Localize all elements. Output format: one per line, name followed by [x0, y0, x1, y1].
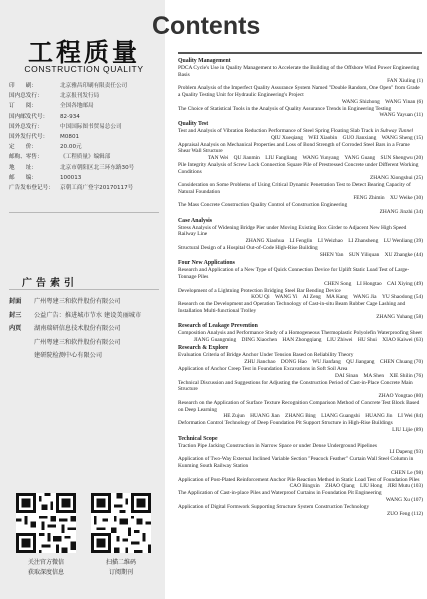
article-authors-page: WANG Shizhong WANG Yinan (6) — [341, 98, 423, 105]
toc-entry[interactable] — [178, 477, 423, 490]
toc-entry[interactable] — [178, 443, 423, 456]
ad-advertiser: 广州粤建三和软件股份有限公司 — [34, 298, 121, 305]
article-title[interactable]: Problem Analysis of the Imperfect Quality Assurance System Named "Double Random, One Open" from Grade a Quality Testing Unit for Hydraulic Engineering's Project — [178, 85, 420, 98]
ad-position — [9, 349, 34, 363]
toc-entry[interactable] — [178, 162, 423, 182]
toc-entry[interactable] — [178, 267, 423, 287]
toc-entry[interactable] — [178, 330, 423, 343]
article-title[interactable]: Stress Analysis of Widening Bridge Pier under Moving Existing Box Girder to Adjacent New High Speed Railway Line — [178, 224, 407, 238]
publication-value: 北京市朝阳区北三环东路30号 — [60, 164, 135, 171]
magazine-logo: 工程质量 — [27, 38, 140, 67]
publication-info — [9, 81, 163, 193]
toc-entry[interactable] — [178, 504, 423, 517]
article-title-italic: in Subway Tunnel — [374, 127, 414, 134]
article-authors-page: SHEN Yan SUN Yiliquan XU Zhangke (44) — [319, 251, 423, 258]
toc-entry[interactable] — [178, 245, 423, 258]
ad-advertiser: 建研院检测中心有限公司 — [34, 352, 103, 360]
section-heading: Quality Test — [178, 120, 209, 127]
publication-value: 中国国际图书贸易总公司 — [60, 123, 122, 130]
contents-title: Contents — [152, 12, 261, 40]
title-rule — [178, 52, 422, 54]
publication-label: 邮购、零售： — [9, 154, 43, 161]
section-heading: Research of Leakage Prevention — [178, 323, 258, 330]
section-heading: Research & Explore — [178, 345, 229, 352]
ad-entry — [9, 322, 163, 336]
table-of-contents — [178, 56, 423, 518]
publication-label: 印 刷： — [9, 83, 37, 89]
publication-label: 国外总发行： — [9, 123, 43, 130]
ad-position: 封三 — [9, 311, 22, 319]
publication-value: 《工程质量》编辑部 — [60, 154, 111, 161]
toc-entry[interactable] — [178, 380, 423, 400]
publication-label: 国内总发行： — [9, 93, 43, 100]
article-authors-page: CAO Bingxin ZHAO Qiang LIU Hong JIRI Mutu (103) — [289, 483, 423, 490]
wechat-qr-caption: 关注官方微信 获取深度信息 — [27, 559, 64, 576]
article-authors-page: CHEN Song LI Hongtao CAI Xiying (49) — [324, 280, 423, 287]
subscription-qr-code-icon — [91, 493, 151, 553]
toc-entry[interactable] — [178, 182, 423, 202]
article-authors-page: HE Zujun HUANG Jian ZHANG Bing LIANG Guangshi HUANG Jin LI Wei (84) — [223, 413, 423, 420]
publication-row — [9, 91, 163, 101]
article-authors-page: WANG Yayuan (11) — [379, 112, 423, 119]
wechat-qr-code-icon — [16, 493, 76, 553]
toc-entry[interactable] — [178, 85, 423, 105]
toc-entry[interactable] — [178, 225, 423, 245]
article-authors-page: ZHAO Yongtao (80) — [378, 393, 423, 399]
ad-entry — [9, 336, 163, 350]
publication-row — [9, 173, 163, 183]
article-authors-page: CHEN Le (98) — [390, 469, 423, 476]
article-authors-page: WANG Xu (107) — [385, 496, 423, 503]
article-title[interactable]: PDCA Cycle's Use in Quality Management to Accelerate the Building of the Offshore Wind Power Engineering Basis — [178, 65, 420, 78]
article-title[interactable]: Traction Pipe Jacking Construction in Narrow Space or under Dense Underground Pipelines — [178, 442, 377, 449]
article-authors-page: ZUO Feng (112) — [386, 510, 423, 517]
article-title[interactable]: Research and Application of a New Type of Quick Connection Device for Uplift Static Load Test of Large-Tonnage Piles — [178, 267, 410, 280]
publication-value: 82-934 — [60, 113, 80, 120]
publication-row — [9, 122, 163, 132]
article-title[interactable]: Structural Design of a Hospital Out-of-Code High-Rise Building — [178, 245, 318, 252]
publication-row — [9, 101, 163, 111]
article-title[interactable]: The Choice of Statistical Tools in the Analysis of Quality Assurance Trends in Engineering Testing — [178, 105, 392, 112]
toc-entry[interactable] — [178, 420, 423, 433]
article-authors-page: ZHANG Yuhang (58) — [376, 314, 423, 321]
publication-label: 地 址： — [9, 164, 37, 171]
section-heading: Quality Management — [178, 58, 231, 64]
publication-row — [9, 81, 163, 91]
article-title[interactable]: Deformation Control Technology of Deep Foundation Pit Support Structure in High-Rise Buildings — [178, 420, 393, 427]
toc-entry[interactable] — [178, 301, 423, 321]
publication-label: 国外发行代号： — [9, 134, 49, 141]
publication-value: 100013 — [60, 174, 82, 181]
article-title[interactable]: Research on the Application of Surface Texture Recognition Comparison Method of Concrete Test Block Based on Deep Learning — [178, 400, 420, 413]
article-authors-page: FAN Xiuling (1) — [387, 78, 423, 85]
toc-entry[interactable] — [178, 128, 423, 141]
publication-value: 20.00元 — [60, 144, 82, 151]
toc-entry[interactable] — [178, 65, 423, 85]
article-authors-page: TAN Wei QU Jianmin LIU Fangliang WANG Yunyang YANG Guang SUN Shengwu (20) — [207, 154, 423, 161]
section-heading: Case Analysis — [178, 217, 212, 224]
article-title[interactable]: Technical Discussion and Suggestions for Adjusting the Construction Period of Cast-in-Place Concrete Main Structure — [178, 379, 413, 393]
toc-entry[interactable] — [178, 400, 423, 420]
article-authors-page: ZHANG Xiongshui (25) — [369, 175, 423, 182]
publication-label: 邮 编： — [9, 174, 37, 181]
publication-row — [9, 142, 163, 152]
article-authors-page: DAI Sinan MA Shen XIE Shilin (76) — [334, 372, 423, 379]
section-heading: Technical Scope — [178, 435, 218, 442]
article-title[interactable]: Application of Two-Way External Inclined Variable Section "Peacock Feather" Curtain Wall Steel Column in Kunming South Railway Station — [178, 456, 414, 469]
article-title[interactable]: Consideration on Some Problems of Using Critical Dynamic Penetration Test to Detect Bearing Capacity of Natural Foundation — [178, 182, 411, 195]
toc-entry[interactable] — [178, 456, 423, 476]
publication-label: 广告发布登记号： — [9, 185, 54, 192]
magazine-logo-english: CONSTRUCTION QUALITY — [24, 64, 144, 74]
article-title[interactable]: Application of Anchor Creep Test in Foundation Excavations in Soft Soil Area — [178, 366, 348, 373]
article-title[interactable]: The Application of Cast-in-place Piles and Waterproof Curtains in Foundation Pit Engineering — [178, 490, 382, 497]
publication-value: 京朝工商广登字20170117号 — [60, 185, 134, 192]
ad-entry — [9, 309, 163, 323]
article-authors-page: QIU Xueqiang WEI Xiaobin GUO Jianxiang WANG Sheng (15) — [271, 134, 423, 141]
publication-value: 北京报刊发行局 — [60, 93, 100, 100]
article-authors-page: ZHU Jianchao DONG Hao WU Jianfang QU Jiangang CHEN Chuang (70) — [244, 359, 423, 366]
ads-index-title: 广告索引 — [22, 278, 78, 289]
publication-row — [9, 112, 163, 122]
divider — [9, 212, 159, 213]
toc-entry[interactable] — [178, 106, 423, 119]
ads-index — [9, 295, 163, 363]
article-title[interactable]: Evaluation Criteria of Bridge Anchor Under Tension Based on Reliability Theory — [178, 352, 354, 359]
left-panel — [0, 0, 165, 599]
article-authors-page: FENG Zhimin XU Weike (30) — [353, 195, 423, 202]
ad-position: 内页 — [9, 325, 22, 333]
ad-advertiser: 公益广告：推进城市节水 建设美丽城市 — [34, 311, 142, 319]
article-authors-page: KOU Qi WANG Yi AI Zeng MA Kang WANG Jia YU Shaodong (54) — [251, 294, 423, 301]
publication-row — [9, 132, 163, 142]
publication-value: 北京雅昌印刷有限责任公司 — [60, 83, 128, 89]
toc-entry[interactable] — [178, 142, 423, 162]
article-title[interactable]: Appraisal Analysis on Mechanical Properties and Loss of Bond Strength of Corroded Steel Bars in a Frame Shear Wall Structure — [178, 141, 410, 155]
article-authors-page: JIANG Guangming DING Xiaochen HAN Zhongqiang LIU Zhiwei HU Shui XIAO Kaiwei (63) — [193, 336, 423, 343]
subscription-qr-caption: 扫描二维码 订阅期刊 — [105, 559, 136, 576]
publication-row — [9, 152, 163, 162]
ad-position: 封面 — [9, 298, 22, 305]
article-title[interactable]: Pile Integrity Analysis of Screw Lock Connection Square Pile of Prestressed Concrete under Different Working Conditions — [178, 161, 419, 175]
article-title[interactable]: The Mass Concrete Construction Quality Control of Construction Engineering — [178, 202, 348, 209]
article-title[interactable]: Application of Post-Plated Reinforcement Anchor Pile Reaction Method in Static Load Test of Foundation Piles — [178, 476, 420, 483]
toc-entry[interactable] — [178, 490, 423, 503]
article-title[interactable]: Composition Analysis and Performance Study of a Homogeneous Thermoplastic Polyolefin Waterproofing Sheet — [178, 330, 422, 337]
article-authors-page: ZHANG Xiaohua LI Fenglin LI Weizhao LI Zhansheng LU Wenliang (39) — [245, 237, 423, 244]
toc-entry[interactable] — [178, 352, 423, 365]
article-title[interactable]: Application of Digital Formwork Supporting Structure System Construction Technology — [178, 504, 370, 510]
ad-position — [9, 336, 34, 350]
toc-entry[interactable] — [178, 288, 423, 301]
section-heading: Four New Applications — [178, 260, 235, 267]
article-title[interactable]: Development of a Lightning Protection Bridging Steel Bar Bending Device — [178, 287, 341, 294]
publication-label: 国内邮发代号： — [9, 113, 49, 120]
article-title[interactable]: Research on the Development and Operation Technology of Cast-in-situ Beam Rubber Cage Lashing and Installation Multi-functional Trolley — [178, 301, 406, 314]
toc-entry[interactable] — [178, 366, 423, 379]
publication-value: M0801 — [60, 134, 80, 141]
publication-row — [9, 183, 163, 193]
toc-entry[interactable] — [178, 202, 423, 215]
publication-row — [9, 163, 163, 173]
divider — [9, 289, 159, 290]
article-authors-page: ZHANG Jinzhi (34) — [379, 209, 423, 216]
publication-label: 订 阅： — [9, 103, 37, 110]
ad-advertiser: 广州粤建三和软件股份有限公司 — [34, 338, 121, 346]
ad-advertiser: 湖南瑞研信息技术股份有限公司 — [34, 325, 121, 333]
publication-value: 全国各地邮局 — [60, 103, 94, 110]
ad-entry — [9, 295, 163, 309]
publication-label: 定 价： — [9, 144, 37, 151]
ad-entry — [9, 349, 163, 363]
article-authors-page: LIU Lijie (89) — [392, 426, 423, 433]
article-authors-page: LI Dapeng (93) — [389, 449, 423, 456]
article-title[interactable]: Test and Analysis of Vibration Reduction Performance of Steel Spring Floating Slab Track in Subway Tunnel — [178, 127, 414, 134]
